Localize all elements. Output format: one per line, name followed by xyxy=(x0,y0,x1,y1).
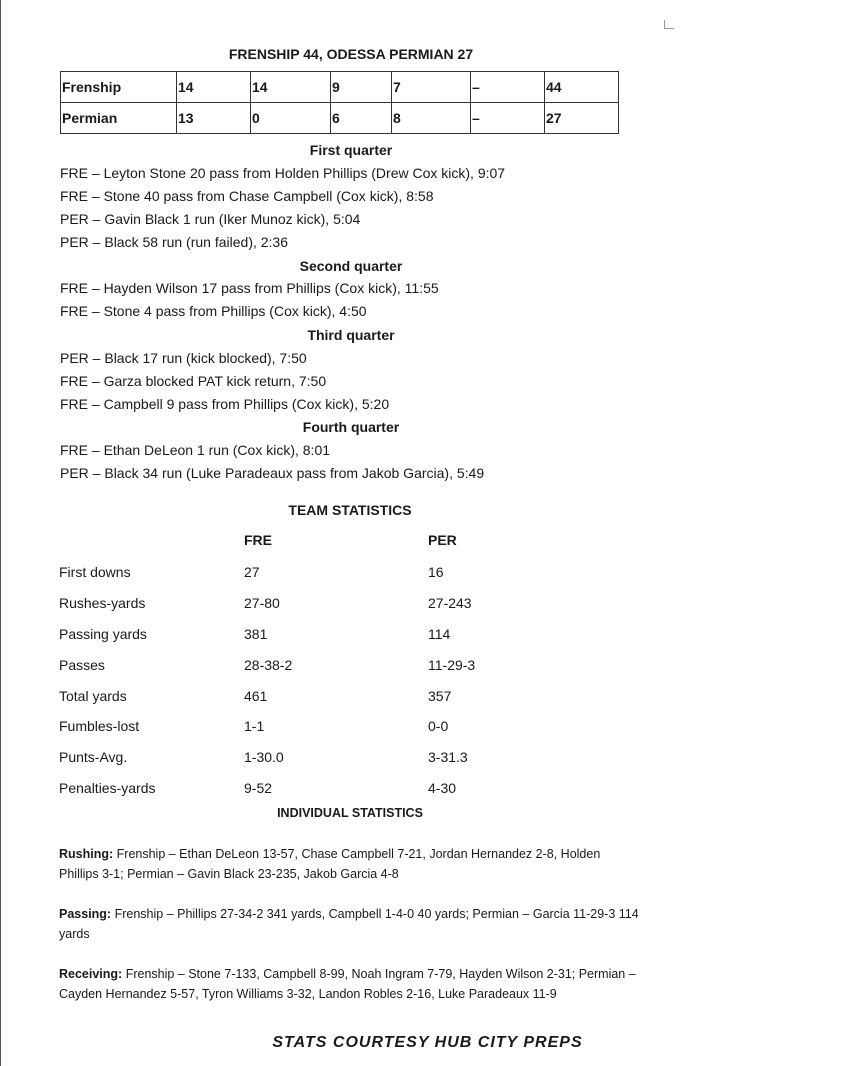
stat-value-per: 16 xyxy=(428,564,444,580)
scoring-play: PER – Black 58 run (run failed), 2:36 xyxy=(60,234,289,250)
third-quarter-header: Third quarter xyxy=(307,327,395,343)
scoring-play: FRE – Leyton Stone 20 pass from Holden Phillips (Drew Cox kick), 9:07 xyxy=(60,165,506,181)
passing-text: Frenship – Phillips 27-34-2 341 yards, Campbell 1-4-0 40 yards; Permian – Garcia 11-29-3 114 yards xyxy=(59,907,639,941)
q2-score: 0 xyxy=(251,103,331,134)
stat-value-fre: 1-1 xyxy=(244,718,265,734)
q3-score: 6 xyxy=(331,103,392,134)
stat-value-fre: 27 xyxy=(244,564,260,580)
scoring-play: PER – Black 17 run (kick blocked), 7:50 xyxy=(60,350,307,366)
stat-value-per: 27-243 xyxy=(428,595,472,611)
q1-score: 14 xyxy=(177,72,251,103)
rushing-text: Frenship – Ethan DeLeon 13-57, Chase Campbell 7-21, Jordan Hernandez 2-8, Holden Phillips 3-1; Permian – Gavin Black 23-235, Jakob Garcia 4-8 xyxy=(59,847,601,881)
scoring-play: FRE – Hayden Wilson 17 pass from Phillips (Cox kick), 11:55 xyxy=(60,280,439,296)
stat-value-per: 3-31.3 xyxy=(428,749,468,765)
scoring-play: PER – Gavin Black 1 run (Iker Munoz kick), 5:04 xyxy=(60,211,361,227)
passing-label: Passing: xyxy=(59,907,112,921)
scoring-play: FRE – Ethan DeLeon 1 run (Cox kick), 8:01 xyxy=(60,442,331,458)
stat-value-per: 11-29-3 xyxy=(428,657,476,673)
final-score: 27 xyxy=(545,103,619,134)
game-title: FRENSHIP 44, ODESSA PERMIAN 27 xyxy=(228,46,474,62)
individual-statistics-title: INDIVIDUAL STATISTICS xyxy=(277,806,423,820)
receiving-paragraph xyxy=(59,964,639,1004)
team-name: Permian xyxy=(61,103,177,134)
scoring-play: FRE – Stone 4 pass from Phillips (Cox kick), 4:50 xyxy=(60,303,367,319)
scoring-play: FRE – Stone 40 pass from Chase Campbell (Cox kick), 8:58 xyxy=(60,188,434,204)
stat-label: Passes xyxy=(59,657,105,673)
stat-value-per: 4-30 xyxy=(428,780,457,796)
ot-score: – xyxy=(471,72,545,103)
linescore-row-permian xyxy=(61,103,619,134)
stat-label: Fumbles-lost xyxy=(59,718,140,734)
q2-score: 14 xyxy=(251,72,331,103)
team-name: Frenship xyxy=(61,72,177,103)
q3-score: 9 xyxy=(331,72,392,103)
ot-score: – xyxy=(471,103,545,134)
stat-value-fre: 27-80 xyxy=(244,595,280,611)
stat-label: Penalties-yards xyxy=(59,780,156,796)
q4-score: 8 xyxy=(392,103,471,134)
q4-score: 7 xyxy=(392,72,471,103)
stat-label: Passing yards xyxy=(59,626,147,642)
scoring-play: FRE – Campbell 9 pass from Phillips (Cox kick), 5:20 xyxy=(60,396,390,412)
stat-value-fre: 9-52 xyxy=(244,780,273,796)
final-score: 44 xyxy=(545,72,619,103)
stat-value-fre: 1-30.0 xyxy=(244,749,284,765)
second-quarter-header: Second quarter xyxy=(299,258,403,274)
rushing-paragraph xyxy=(59,844,639,884)
team-statistics-title: TEAM STATISTICS xyxy=(288,502,412,518)
receiving-label: Receiving: xyxy=(59,967,123,981)
first-quarter-header: First quarter xyxy=(309,142,393,158)
scoring-play: PER – Black 34 run (Luke Paradeaux pass from Jakob Garcia), 5:49 xyxy=(60,465,485,481)
rushing-label: Rushing: xyxy=(59,847,114,861)
stat-label: First downs xyxy=(59,564,131,580)
stat-value-fre: 461 xyxy=(244,688,268,704)
stat-label: Punts-Avg. xyxy=(59,749,128,765)
stat-column-fre: FRE xyxy=(244,532,272,548)
linescore-table xyxy=(60,71,619,134)
stat-column-per: PER xyxy=(428,532,457,548)
stat-value-per: 0-0 xyxy=(428,718,449,734)
page-left-border xyxy=(0,0,1,1066)
stat-label: Total yards xyxy=(59,688,127,704)
linescore-row-frenship xyxy=(61,72,619,103)
scoring-play: FRE – Garza blocked PAT kick return, 7:50 xyxy=(60,373,327,389)
corner-mark-icon xyxy=(664,20,674,29)
stat-value-per: 114 xyxy=(428,626,451,642)
stat-label: Rushes-yards xyxy=(59,595,146,611)
receiving-text: Frenship – Stone 7-133, Campbell 8-99, Noah Ingram 7-79, Hayden Wilson 2-31; Permian – Cayden Hernandez 5-57, Tyron Williams 3-32, Landon Robles 2-16, Luke Paradeaux 11-9 xyxy=(59,967,636,1001)
stats-courtesy: STATS COURTESY HUB CITY PREPS xyxy=(272,1034,583,1051)
stat-value-per: 357 xyxy=(428,688,452,704)
stat-value-fre: 28-38-2 xyxy=(244,657,293,673)
q1-score: 13 xyxy=(177,103,251,134)
stat-value-fre: 381 xyxy=(244,626,268,642)
passing-paragraph xyxy=(59,904,639,944)
fourth-quarter-header: Fourth quarter xyxy=(302,419,400,435)
